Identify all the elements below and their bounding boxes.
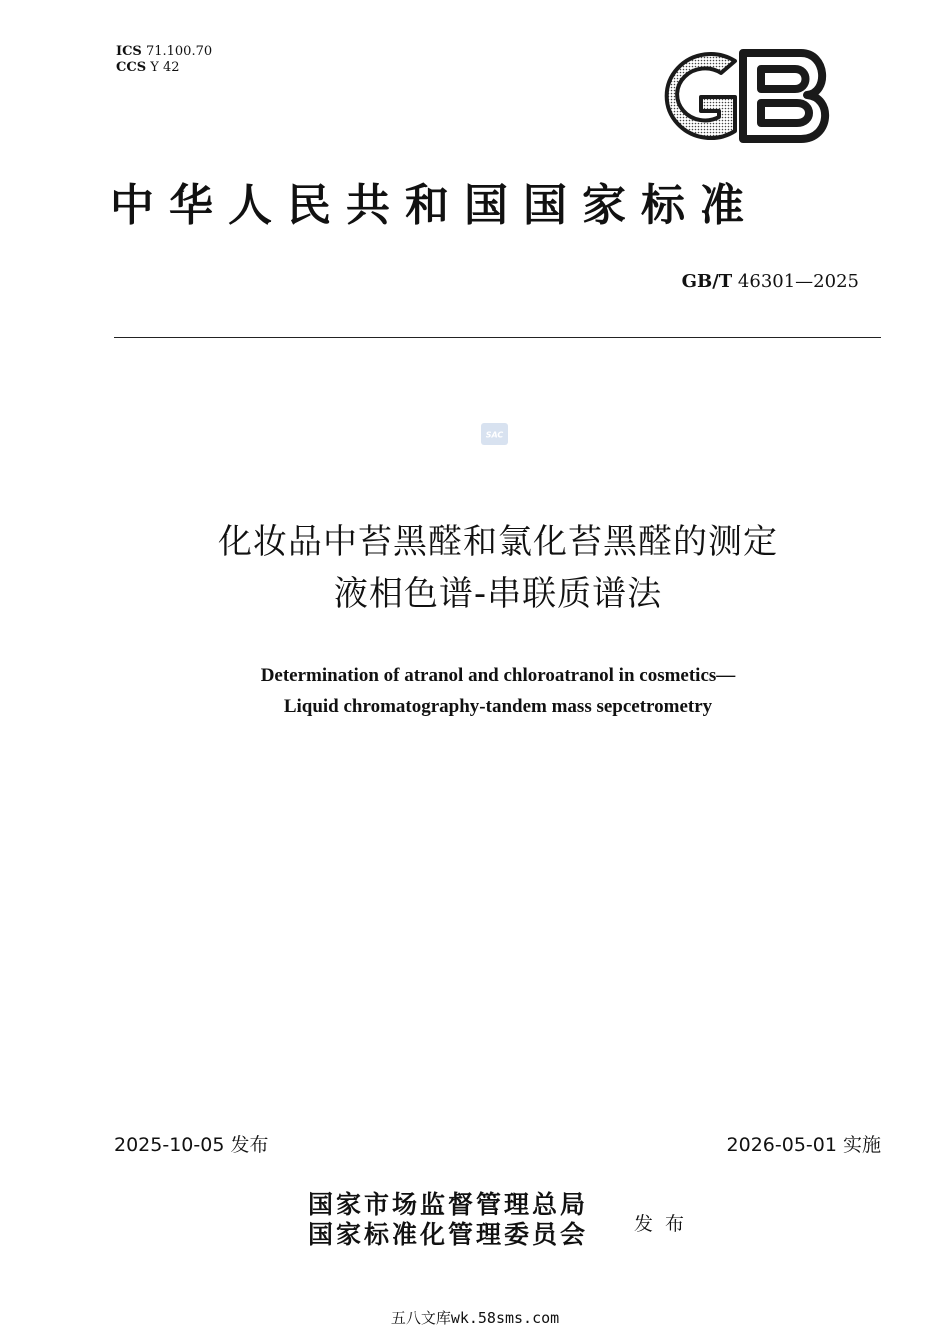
gb-logo-icon: [643, 47, 833, 145]
national-standard-title: 中华人民共和国国家标准: [110, 180, 759, 231]
chinese-title-line-1: 化妆品中苔黑醛和氯化苔黑醛的测定: [218, 522, 778, 562]
standard-number: GB/T 46301—2025: [681, 271, 859, 292]
publish-label: 发布: [634, 1213, 697, 1235]
ccs-code: CCS Y 42: [116, 60, 180, 75]
date-row: [114, 1130, 881, 1156]
implementation-date: 2026-05-01 实施: [726, 1134, 881, 1156]
issuer-sac: 国家标准化管理委员会: [308, 1220, 589, 1249]
header-divider: [114, 337, 881, 338]
ics-code: ICS 71.100.70: [116, 44, 213, 59]
svg-text:SAC: SAC: [485, 430, 504, 440]
english-title-line-1: Determination of atranol and chloroatranol in cosmetics—: [260, 665, 736, 686]
issuing-authorities: [308, 1190, 588, 1250]
english-title-line-2: Liquid chromatography-tandem mass sepcetrometry: [283, 696, 713, 717]
classification-codes: [116, 44, 212, 76]
release-date: 2025-10-05 发布: [114, 1134, 269, 1156]
footer-watermark: 五八文库wk.58sms.com: [390, 1309, 560, 1327]
english-title: [0, 660, 950, 722]
sac-watermark-icon: [481, 423, 508, 445]
issuer-samr: 国家市场监督管理总局: [308, 1190, 589, 1219]
chinese-title-line-2: 液相色谱-串联质谱法: [333, 574, 663, 614]
chinese-title: [0, 516, 950, 620]
